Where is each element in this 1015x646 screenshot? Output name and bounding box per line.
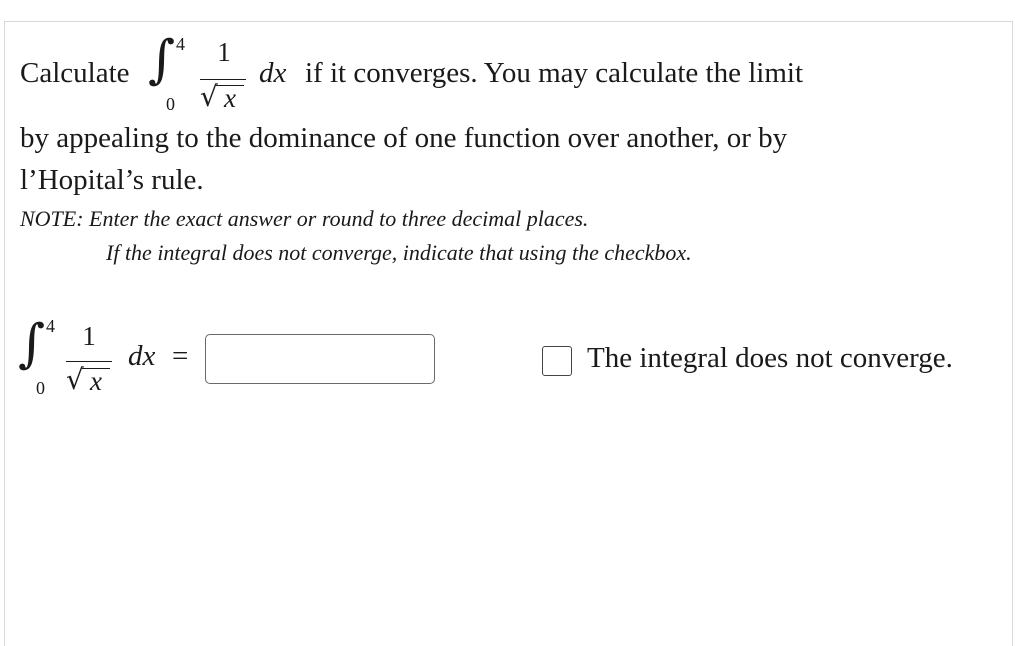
answer-upper-limit: 4 (46, 316, 55, 336)
integral-sign: ∫ (148, 30, 176, 90)
lower-limit: 0 (166, 94, 175, 114)
note-line2: If the integral does not converge, indicate that using the checkbox. (106, 240, 692, 265)
answer-integral-sign: ∫ (18, 314, 46, 374)
fraction-numerator: 1 (217, 37, 231, 67)
does-not-converge-checkbox[interactable] (542, 346, 572, 376)
question-line1-rest: if it converges. You may calculate the limit (305, 57, 803, 89)
answer-fraction-numerator: 1 (82, 321, 96, 351)
question-line3: l’Hopital’s rule. (20, 164, 204, 196)
answer-sqrt-sign: √ (66, 363, 84, 396)
note-line1: NOTE: Enter the exact answer or round to three decimal places. (20, 206, 589, 231)
question-line2: by appealing to the dominance of one function over another, or by (20, 122, 788, 154)
checkbox-label[interactable]: The integral does not converge. (587, 342, 953, 374)
upper-limit: 4 (176, 34, 185, 54)
calculate-text: Calculate (20, 57, 130, 89)
sqrt-sign: √ (200, 80, 218, 113)
differential: dx (259, 57, 287, 89)
radicand: x (224, 83, 236, 113)
question-card (4, 21, 1013, 646)
equals-sign: = (172, 340, 189, 372)
answer-fraction-bar (66, 361, 112, 362)
answer-input[interactable] (205, 334, 435, 384)
answer-lower-limit: 0 (36, 378, 45, 398)
answer-differential: dx (128, 340, 156, 372)
answer-radicand: x (90, 366, 102, 396)
